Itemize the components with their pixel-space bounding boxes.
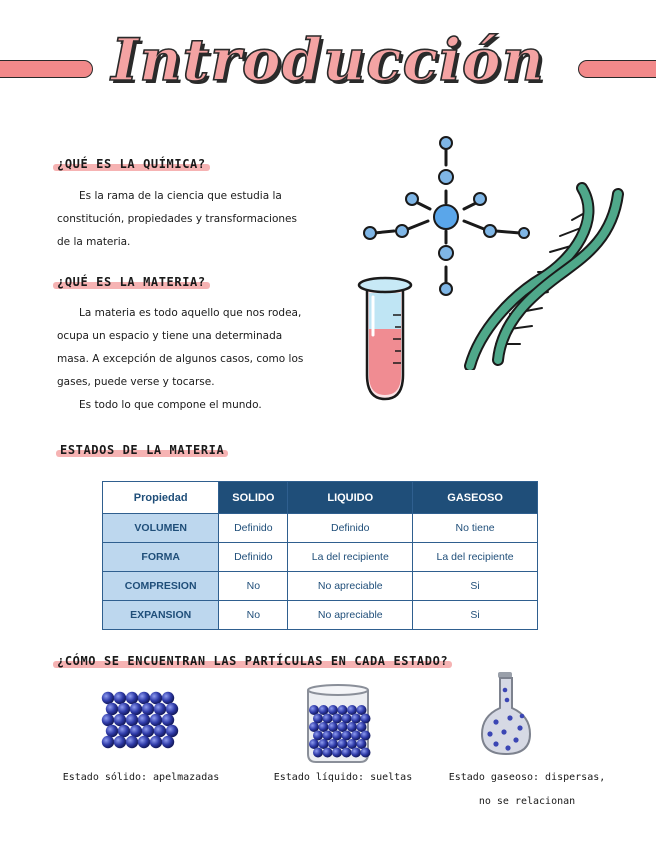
text-line: masa. A excepción de algunos casos, como los: [57, 353, 304, 365]
particle: [319, 739, 329, 749]
gas-flask-icon: [476, 670, 536, 758]
particle: [126, 736, 138, 748]
table-row: [103, 514, 538, 543]
table-row: [103, 572, 538, 601]
particle: [150, 736, 162, 748]
particle: [357, 705, 367, 715]
particle: [166, 703, 178, 715]
particle: [162, 714, 174, 726]
table-row: [103, 543, 538, 572]
row-label: VOLUMEN: [103, 514, 219, 543]
table-cell: Definido: [219, 543, 288, 572]
liquid-beaker-icon: [302, 682, 374, 764]
particle: [328, 705, 338, 715]
particle: [114, 736, 126, 748]
title-decoration-right: [578, 60, 656, 78]
heading-materia: ¿QUÉ ES LA MATERIA?: [57, 275, 206, 289]
particle: [361, 731, 371, 741]
particle: [313, 748, 323, 758]
particle: [351, 748, 361, 758]
text-line: constitución, propiedades y transformaciones: [57, 213, 297, 225]
particle: [142, 703, 154, 715]
particle: [154, 725, 166, 737]
caption-gas-line: no se relacionan: [478, 796, 576, 807]
particle: [126, 692, 138, 704]
table-cell: No apreciable: [288, 572, 413, 601]
text-line: gases, puede verse y tocarse.: [57, 376, 215, 388]
particle: [106, 703, 118, 715]
particle: [162, 692, 174, 704]
text-line: Es todo lo que compone el mundo.: [79, 399, 262, 411]
particle: [328, 722, 338, 732]
table-header-propiedad: Propiedad: [103, 482, 219, 514]
particle: [162, 736, 174, 748]
particle: [102, 714, 114, 726]
particle: [347, 739, 357, 749]
particle: [130, 725, 142, 737]
particle: [332, 731, 342, 741]
particle: [313, 731, 323, 741]
particle: [138, 714, 150, 726]
particle: [338, 739, 348, 749]
heading-particulas: ¿CÓMO SE ENCUENTRAN LAS PARTÍCULAS EN CADA ESTADO?: [57, 654, 448, 668]
table-cell: No: [219, 601, 288, 630]
text-line: La materia es todo aquello que nos rodea,: [79, 307, 302, 319]
particle: [106, 725, 118, 737]
caption-gas: [432, 766, 622, 814]
dna-helix-icon: [462, 180, 627, 370]
particle: [319, 705, 329, 715]
test-tube-icon: [355, 275, 415, 405]
row-label: EXPANSION: [103, 601, 219, 630]
heading-quimica: ¿QUÉ ES LA QUÍMICA?: [57, 157, 206, 171]
caption-gas-line: Estado gaseoso: dispersas,: [448, 772, 606, 783]
particle: [319, 722, 329, 732]
table-cell: Definido: [219, 514, 288, 543]
table-header-liquido: LIQUIDO: [288, 482, 413, 514]
particle: [357, 739, 367, 749]
particle: [313, 714, 323, 724]
particle: [342, 748, 352, 758]
particle: [309, 722, 319, 732]
particle: [351, 731, 361, 741]
caption-liquid: Estado líquido: sueltas: [273, 772, 413, 783]
particle: [347, 705, 357, 715]
table-cell: Si: [413, 601, 538, 630]
particle: [102, 736, 114, 748]
title-decoration-left: [0, 60, 93, 78]
particle: [118, 703, 130, 715]
table-header-solido: SOLIDO: [219, 482, 288, 514]
particle: [138, 736, 150, 748]
particle: [342, 731, 352, 741]
particle: [166, 725, 178, 737]
particle: [142, 725, 154, 737]
particle: [323, 731, 333, 741]
row-label: COMPRESION: [103, 572, 219, 601]
particle: [130, 703, 142, 715]
text-line: Es la rama de la ciencia que estudia la: [79, 190, 282, 202]
particle: [342, 714, 352, 724]
table-cell: La del recipiente: [288, 543, 413, 572]
particle: [154, 703, 166, 715]
particle: [338, 722, 348, 732]
table-cell: No apreciable: [288, 601, 413, 630]
particle: [150, 692, 162, 704]
text-line: ocupa un espacio y tiene una determinada: [57, 330, 283, 342]
particle: [347, 722, 357, 732]
particle: [309, 739, 319, 749]
particle: [328, 739, 338, 749]
caption-solid: Estado sólido: apelmazadas: [62, 772, 220, 783]
particle: [338, 705, 348, 715]
table-cell: La del recipiente: [413, 543, 538, 572]
particle: [323, 714, 333, 724]
particle: [309, 705, 319, 715]
particle: [361, 714, 371, 724]
table-cell: No tiene: [413, 514, 538, 543]
particle: [351, 714, 361, 724]
row-label: FORMA: [103, 543, 219, 572]
table-header-gaseoso: GASEOSO: [413, 482, 538, 514]
particle: [138, 692, 150, 704]
table-cell: Definido: [288, 514, 413, 543]
table-cell: No: [219, 572, 288, 601]
text-line: de la materia.: [57, 236, 131, 248]
particle: [323, 748, 333, 758]
particle: [114, 714, 126, 726]
particle: [150, 714, 162, 726]
particle: [357, 722, 367, 732]
paragraph-materia: [57, 302, 347, 417]
page-title: Introducción: [111, 26, 545, 94]
particle: [102, 692, 114, 704]
table-cell: Si: [413, 572, 538, 601]
solid-particles-icon: [98, 688, 180, 756]
particle: [332, 748, 342, 758]
heading-estados: ESTADOS DE LA MATERIA: [60, 443, 224, 457]
particle: [332, 714, 342, 724]
particle: [126, 714, 138, 726]
table-header-row: [103, 482, 538, 514]
particle: [114, 692, 126, 704]
particle: [118, 725, 130, 737]
paragraph-quimica: [57, 185, 347, 254]
states-table: [102, 481, 538, 630]
particle: [361, 748, 371, 758]
table-row: [103, 601, 538, 630]
